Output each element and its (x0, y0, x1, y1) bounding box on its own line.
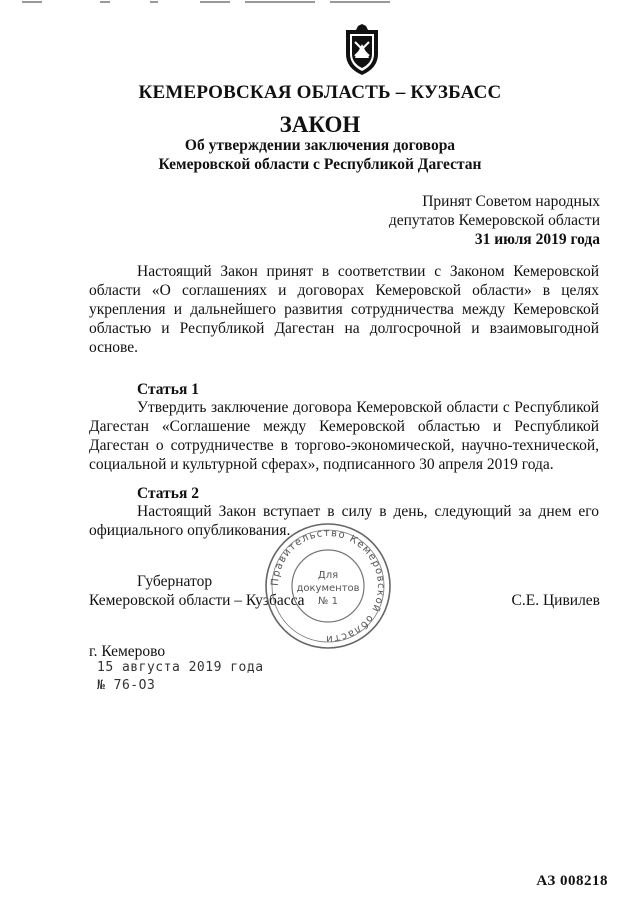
adoption-line-1: Принят Советом народных (422, 193, 600, 210)
signatory-name: С.Е. Цивилев (511, 592, 600, 609)
seal-center-line-3: № 1 (318, 596, 338, 607)
seal-center-line-1: Для (317, 570, 339, 581)
scan-edge-marks (0, 0, 640, 6)
seal-ring-text: Правительство Кемеровской области (269, 527, 387, 645)
form-serial-number: АЗ 008218 (536, 873, 608, 889)
document-subject (0, 136, 640, 174)
article-1-text: Утвердить заключение договора Кемеровской области с Республикой Дагестан «Соглашение между Кемеровской областью и Республикой Дагестан о сотрудничестве в торгово-экономической, научно-технической, социальной и культурной сферах», подписанного 30 апреля 2019 года. (89, 399, 599, 473)
signing-city: г. Кемерово (89, 643, 166, 660)
seal-center-line-2: документов (296, 583, 360, 594)
document-type-heading: ЗАКОН (279, 112, 361, 137)
adoption-line-2: депутатов Кемеровской области (388, 212, 600, 229)
preamble-paragraph: Настоящий Закон принят в соответствии с Законом Кемеровской области «О соглашениях и договорах Кемеровской области» в целях укрепления и дальнейшего развития сотрудничества между Кемеровской областью и Республикой Дагестан на долгосрочной и взаимовыгодной основе. (89, 263, 599, 356)
adoption-date: 31 июля 2019 года (474, 231, 600, 248)
adoption-block (300, 192, 600, 249)
article-2-title: Статья 2 (137, 485, 199, 502)
article-1-title: Статья 1 (137, 381, 199, 398)
coat-of-arms-icon (340, 24, 384, 76)
article-2-text: Настоящий Закон вступает в силу в день, следующий за днем его официального опубликования. (89, 503, 599, 539)
official-seal-icon (262, 520, 394, 652)
registration-date-stamp: 15 августа 2019 года (97, 660, 264, 675)
subject-line-1: Об утверждении заключения договора (184, 137, 456, 154)
signatory-title: Губернатор (137, 573, 213, 590)
region-heading: КЕМЕРОВСКАЯ ОБЛАСТЬ – КУЗБАСС (138, 82, 502, 103)
registration-number-stamp: № 76-ОЗ (97, 678, 156, 693)
subject-line-2: Кемеровской области с Республикой Дагестан (158, 156, 482, 173)
signatory-region: Кемеровской области – Кузбасса (89, 592, 305, 609)
